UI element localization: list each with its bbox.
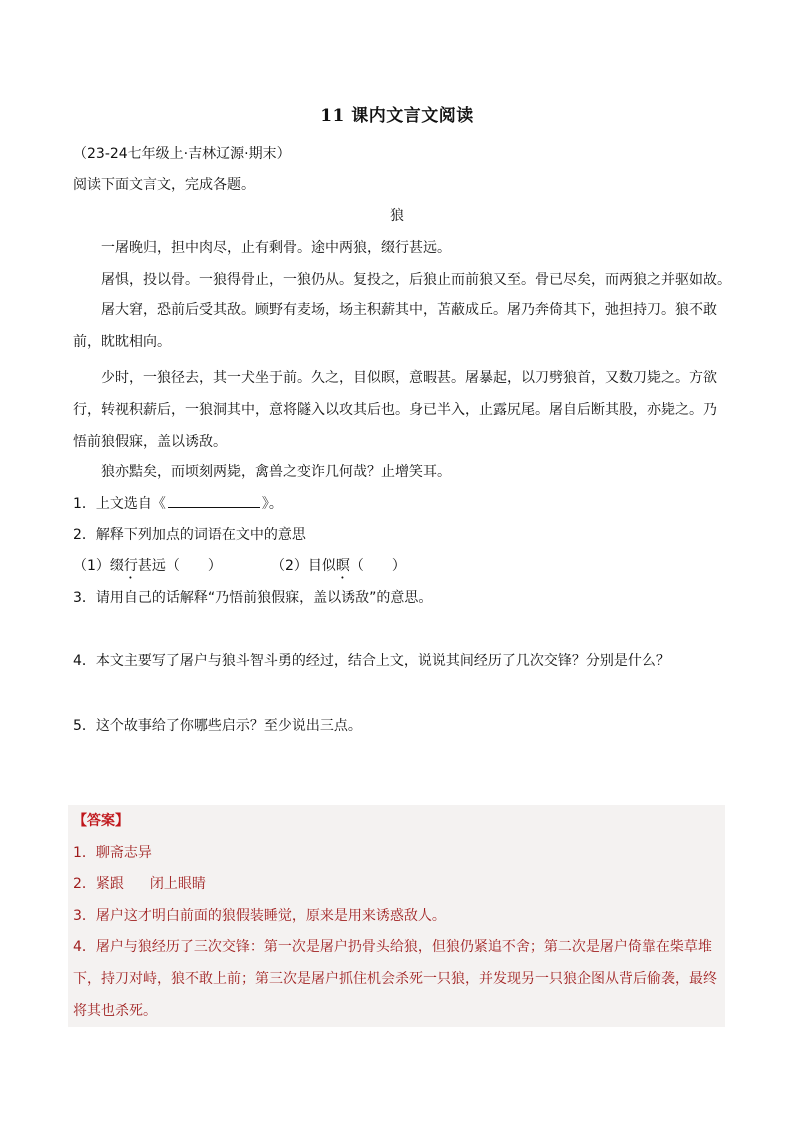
passage-title: 狼 [390, 208, 404, 224]
question-2-item-1 [73, 555, 222, 582]
question-3: 3．请用自己的话解释“乃悟前狼假寐，盖以诱敌”的意思。 [73, 590, 433, 606]
item-text: 目似 [307, 558, 336, 574]
passage-paragraph-2: 屠惧，投以骨。一狼得骨止，一狼仍从。复投之，后狼止而前狼又至。骨已尽矣，而两狼之并驱如故。 [101, 272, 731, 288]
answer-4: 4．屠户与狼经历了三次交锋：第一次是屠户扔骨头给狼，但狼仍紧追不舍；第二次是屠户倚靠在柴草堆下，持刀对峙，狼不敢上前；第三次是屠户抓住机会杀死一只狼，并发现另一只狼企图从背后偷袭，最终将其也杀死。 [73, 939, 717, 1019]
question-5: 5．这个故事给了你哪些启示？至少说出三点。 [73, 718, 362, 734]
answer-blank[interactable] [168, 493, 260, 508]
item-text: ） [391, 558, 406, 574]
instruction-text: 阅读下面文言文，完成各题。 [73, 177, 255, 193]
answer-1: 1．聊斋志异 [73, 845, 152, 861]
item-text: （ [349, 558, 364, 574]
question-1-suffix: 》。 [261, 496, 283, 512]
answer-2-part-2: 闭上眼睛 [149, 876, 206, 892]
passage-paragraph-4: 少时，一狼径去，其一犬坐于前。久之，目似瞑，意暇甚。屠暴起，以刀劈狼首，又数刀毙之。方欲行，转视积薪后，一狼洞其中，意将隧入以攻其后也。身已半入，止露尻尾。屠自后断其股，亦毙之。乃悟前狼假寐，盖以诱敌。 [73, 370, 717, 450]
answer-2-part-1: 2．紧跟 [73, 876, 124, 892]
question-2-item-2 [271, 555, 406, 582]
question-2: 2．解释下列加点的词语在文中的意思 [73, 527, 306, 543]
dotted-word: 瞑 [335, 558, 350, 574]
item-text: 缀 [109, 558, 124, 574]
source-note: （23-24七年级上·吉林辽源·期末） [73, 146, 291, 162]
passage-paragraph-1: 一屠晚归，担中肉尽，止有剩骨。途中两狼，缀行甚远。 [101, 240, 451, 256]
item-text: ） [207, 558, 222, 574]
question-1 [73, 493, 283, 515]
answer-heading: 【答案】 [73, 813, 129, 829]
passage-paragraph-5: 狼亦黠矣，而顷刻两毙，禽兽之变诈几何哉？止增笑耳。 [101, 464, 451, 480]
dotted-word: 行 [123, 558, 138, 574]
question-1-prefix: 1．上文选自《 [73, 496, 166, 512]
passage-paragraph-3: 屠大窘，恐前后受其敌。顾野有麦场，场主积薪其中，苫蔽成丘。屠乃奔倚其下，弛担持刀。狼不敢前，眈眈相向。 [73, 302, 717, 350]
answer-2 [73, 873, 206, 895]
question-4: 4．本文主要写了屠户与狼斗智斗勇的经过，结合上文，说说其间经历了几次交锋？分别是什么？ [73, 653, 670, 669]
item-number: （2） [271, 558, 308, 574]
item-number: （1） [73, 558, 110, 574]
answer-3: 3．屠户这才明白前面的狼假装睡觉，原来是用来诱惑敌人。 [73, 908, 446, 924]
page-title: 11 课内文言文阅读 [320, 106, 474, 126]
item-text: 甚远（ [137, 558, 180, 574]
